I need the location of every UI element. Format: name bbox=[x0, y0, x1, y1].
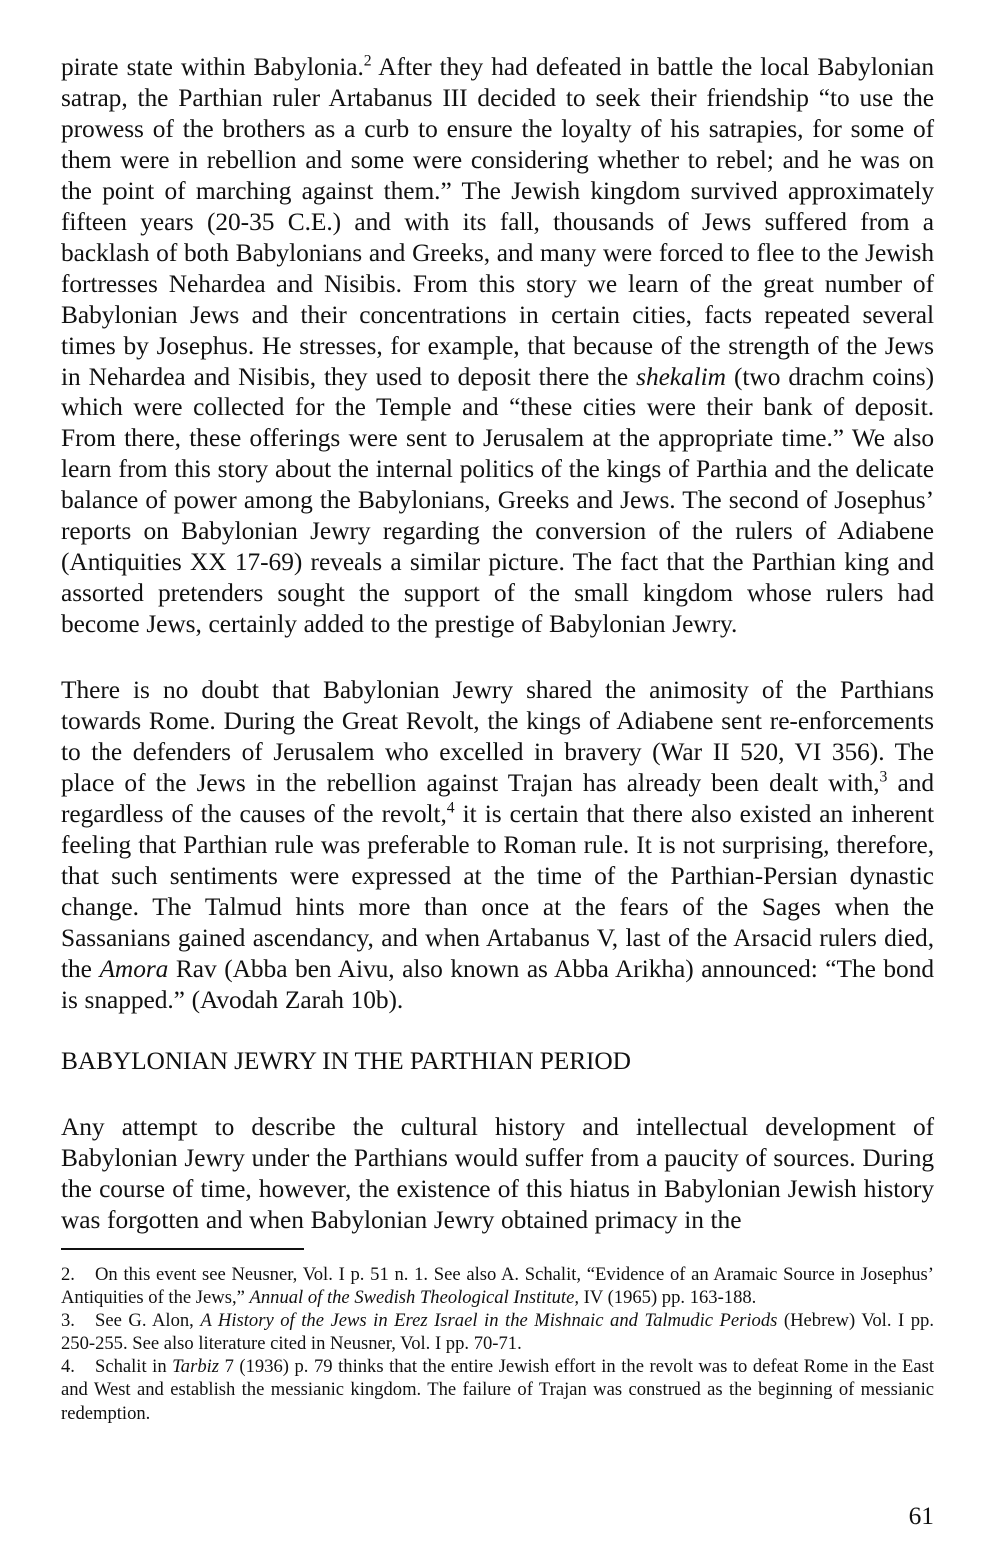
footnote-text: Schalit in bbox=[95, 1356, 173, 1378]
footnote-number: 4. bbox=[61, 1356, 75, 1378]
footnote-2 bbox=[61, 1263, 934, 1309]
footnote-text: (Hebrew) Vol. I pp. 250-255. See also literature cited in Neusner, Vol. I pp. 70-71. bbox=[61, 1310, 935, 1355]
paragraph-2-text-a: There is no doubt that Babylonian Jewry shared the animosity of the Parthians towards Rome. During the Great Revolt, the kings of Adiabene sent re-enforcements to the defenders of Jerusalem who excelled in bravery (War II 520, VI 356). The place of the Jews in the rebellion against Trajan has already been dealt with, bbox=[61, 676, 934, 797]
footnote-text: On this event see Neusner, Vol. I p. 51 n. 1. See also A. Schalit, “Evidence of an Aramaic Source in Josephus’ Antiquities of the Jews,” bbox=[61, 1264, 934, 1309]
section-heading: BABYLONIAN JEWRY IN THE PARTHIAN PERIOD bbox=[61, 1047, 631, 1075]
page-number: 61 bbox=[908, 1502, 934, 1530]
footnote-3 bbox=[61, 1309, 934, 1355]
footnote-text: IV (1965) pp. 163-188. bbox=[579, 1287, 757, 1309]
footnote-number: 3. bbox=[61, 1310, 75, 1332]
footnote-4 bbox=[61, 1355, 934, 1424]
footnote-italic-title: Tarbiz bbox=[172, 1356, 220, 1378]
footnote-ref-3: 3 bbox=[879, 768, 888, 786]
paragraph-1-text-b: After they had defeated in battle the local Babylonian satrap, the Parthian ruler Artabanus III decided to seek their friendship “to use the prowess of the brothers as a curb to ensure the loyalty of his satrapies, for some of them were in rebellion and some were considering whether to rebel; and he was on the point of marching against them.” The Jewish kingdom survived approximately fifteen years (20-35 C.E.) and with its fall, thousands of Jews suffered from a backlash of both Babylonians and Greeks, and many were forced to flee to the Jewish fortresses Nehardea and Nisibis. From this story we learn of the great number of Babylonian Jews and their concentrations in certain cities, facts repeated several times by Josephus. He stresses, for example, that because of the strength of the Jews in Nehardea and Nisibis, they used to deposit there the bbox=[61, 53, 934, 391]
footnote-italic-title: A History of the Jews in Erez Israel in the Mishnaic and Talmudic Periods bbox=[200, 1310, 778, 1332]
paragraph-1-text-c: (two drachm coins) which were collected for the Temple and “these cities were their bank of deposit. From there, these offerings were sent to Jerusalem at the appropriate time.” We also learn from this story about the internal politics of the kings of Parthia and the delicate balance of power among the Babylonians, Greeks and Jews. The second of Josephus’ reports on Babylonian Jewry regarding the conversion of the rulers of Adiabene (Antiquities XX 17-69) reveals a similar picture. The fact that the Parthian king and assorted pretenders sought the support of the small kingdom whose rulers had become Jews, certainly added to the prestige of Babylonian Jewry. bbox=[61, 362, 934, 639]
footnote-italic-title: Annual of the Swedish Theological Institute, bbox=[249, 1287, 579, 1309]
paragraph-2-text-d: Rav (Abba ben Aivu, also known as Abba Arikha) announced: “The bond is snapped.” (Avodah Zarah 10b). bbox=[61, 954, 934, 1014]
book-page bbox=[61, 52, 934, 1542]
italic-term-shekalim: shekalim bbox=[636, 362, 726, 391]
paragraph-3-text: Any attempt to describe the cultural history and intellectual development of Babylonian Jewry under the Parthians would suffer from a paucity of sources. During the course of time, however, the existence of this hiatus in Babylonian Jewish history was forgotten and when Babylonian Jewry obtained primacy in the bbox=[61, 1113, 934, 1234]
paragraph-1-text-a: pirate state within Babylonia. bbox=[61, 53, 364, 81]
footnote-text: 7 (1936) p. 79 thinks that the entire Jewish effort in the revolt was to defeat Rome in the East and West and establish the messianic kingdom. The failure of Trajan was construed as the beginning of messianic redemption. bbox=[61, 1356, 934, 1424]
body-paragraph-2 bbox=[61, 675, 934, 1015]
footnote-divider bbox=[61, 1248, 304, 1250]
footnotes bbox=[61, 1263, 934, 1425]
footnote-number: 2. bbox=[61, 1264, 75, 1285]
paragraph-2-text-b: and regardless of the causes of the revolt, bbox=[61, 768, 934, 828]
footnote-text: See G. Alon, bbox=[95, 1310, 201, 1332]
body-paragraph-1 bbox=[61, 52, 934, 640]
paragraph-2-text-c: it is certain that there also existed an inherent feeling that Parthian rule was preferable to Roman rule. It is not surprising, therefore, that such sentiments were expressed at the time of the Parthian-Persian dynastic change. The Talmud hints more than once at the fears of the Sages when the Sassanians gained ascendancy, and when Artabanus V, last of the Arsacid rulers died, the bbox=[61, 799, 934, 983]
italic-term-amora: Amora bbox=[99, 954, 169, 983]
footnote-ref-2: 2 bbox=[363, 52, 372, 70]
body-paragraph-3 bbox=[61, 1112, 934, 1236]
footnote-ref-4: 4 bbox=[446, 799, 455, 817]
